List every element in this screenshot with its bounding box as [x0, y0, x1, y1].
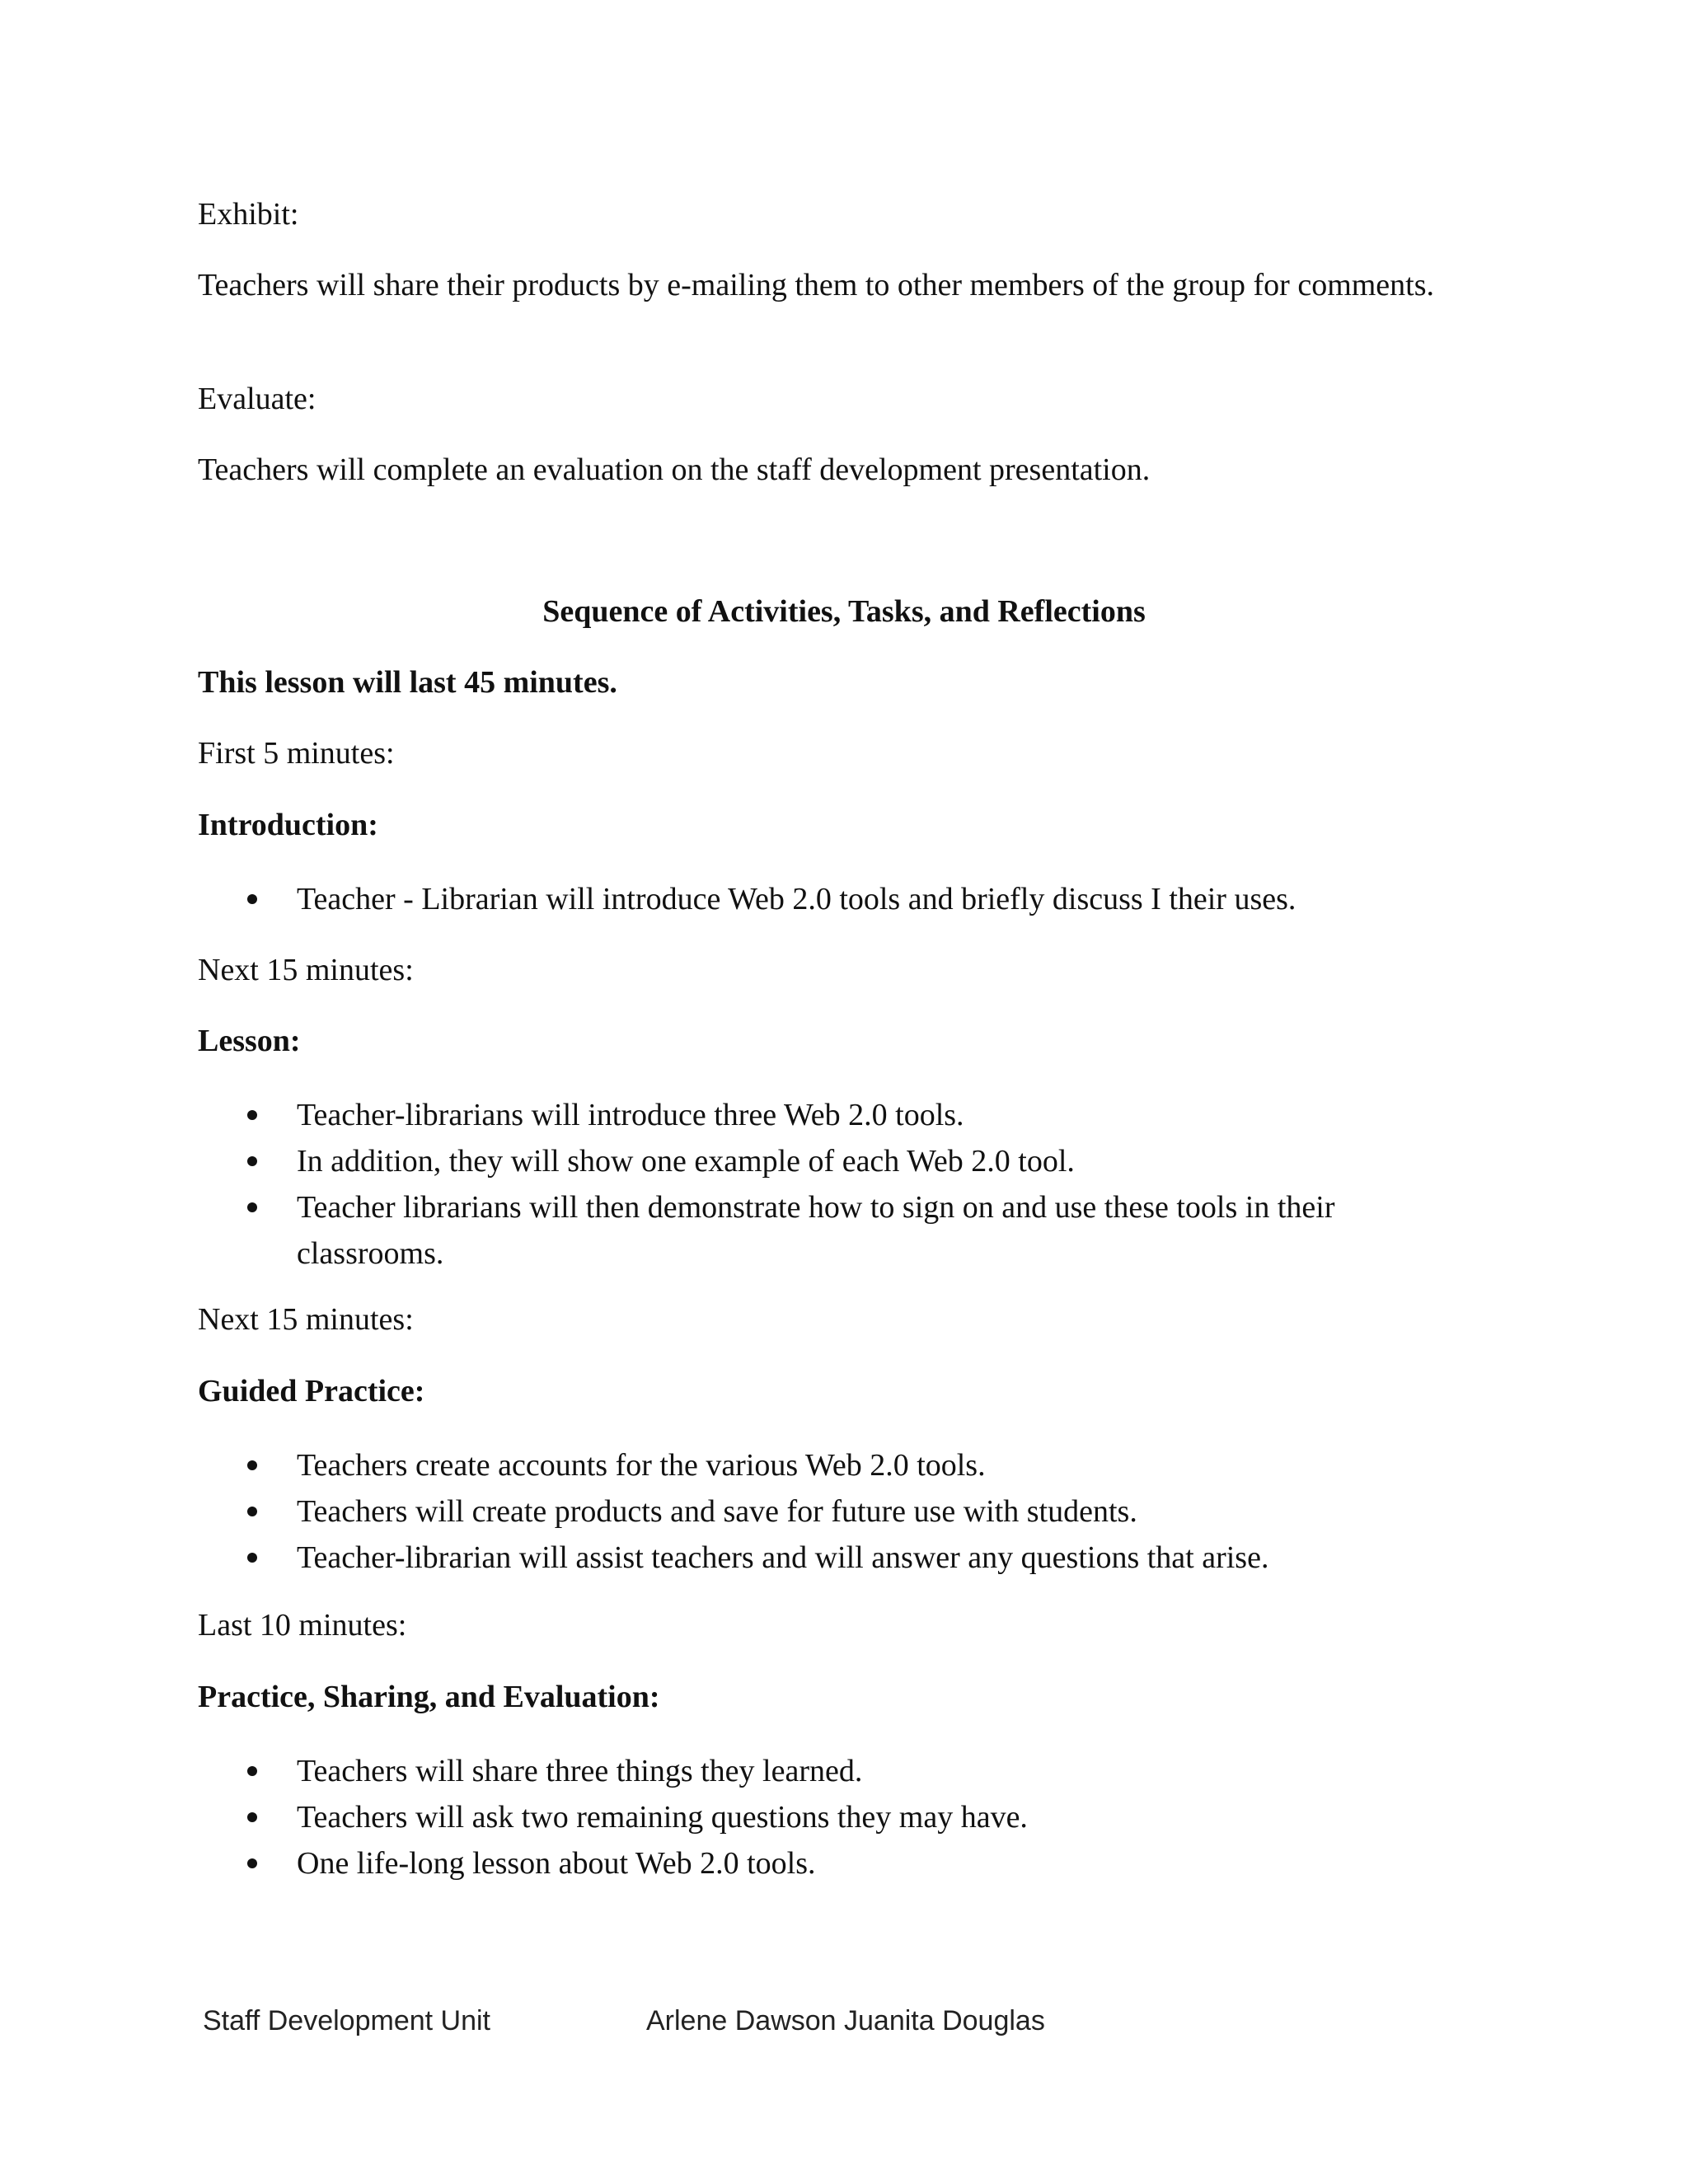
bullet-icon	[247, 1202, 257, 1212]
list-item	[198, 1092, 1451, 1138]
section-heading: Lesson:	[198, 1024, 301, 1058]
footer-unit-title: Staff Development Unit	[203, 2005, 490, 2036]
section-time: Next 15 minutes:	[198, 953, 414, 987]
exhibit-heading: Exhibit:	[198, 197, 299, 232]
bullet-list	[198, 876, 1451, 922]
bullet-icon	[247, 1156, 257, 1166]
list-item-text: Teacher-librarians will introduce three Web 2.0 tools.	[297, 1098, 964, 1132]
list-item-text: Teachers will create products and save for future use with students.	[297, 1494, 1137, 1529]
section-heading: Introduction:	[198, 808, 378, 842]
section-time: Last 10 minutes:	[198, 1608, 407, 1643]
list-item	[198, 1840, 1451, 1886]
list-item-text: One life-long lesson about Web 2.0 tools.	[297, 1846, 816, 1881]
section-heading: Guided Practice:	[198, 1374, 425, 1408]
lesson-duration: This lesson will last 45 minutes.	[198, 665, 617, 700]
exhibit-text: Teachers will share their products by e-mailing them to other members of the group for comments.	[198, 268, 1435, 302]
list-item-text: Teacher - Librarian will introduce Web 2.0 tools and briefly discuss I their uses.	[297, 882, 1296, 916]
list-item-text: Teacher librarians will then demonstrate how to sign on and use these tools in their classrooms.	[297, 1190, 1335, 1271]
section-time: Next 15 minutes:	[198, 1302, 414, 1337]
bullet-icon	[247, 1766, 257, 1776]
list-item	[198, 1488, 1451, 1535]
list-item	[198, 1748, 1451, 1794]
bullet-list	[198, 1442, 1451, 1581]
bullet-list	[198, 1748, 1451, 1886]
section-heading: Practice, Sharing, and Evaluation:	[198, 1680, 660, 1714]
bullet-icon	[247, 1507, 257, 1516]
sequence-title: Sequence of Activities, Tasks, and Reflections	[542, 594, 1146, 629]
list-item	[198, 1184, 1451, 1277]
bullet-list	[198, 1092, 1451, 1277]
list-item	[198, 1138, 1451, 1184]
bullet-icon	[247, 1812, 257, 1822]
list-item-text: In addition, they will show one example of each Web 2.0 tool.	[297, 1144, 1075, 1179]
list-item	[198, 1794, 1451, 1840]
evaluate-text: Teachers will complete an evaluation on the staff development presentation.	[198, 452, 1151, 487]
bullet-icon	[247, 1858, 257, 1868]
list-item	[198, 876, 1451, 922]
bullet-icon	[247, 1553, 257, 1563]
section-time: First 5 minutes:	[198, 736, 395, 771]
bullet-icon	[247, 894, 257, 904]
list-item-text: Teachers will share three things they learned.	[297, 1754, 863, 1788]
list-item-text: Teachers will ask two remaining questions they may have.	[297, 1800, 1028, 1835]
list-item-text: Teacher-librarian will assist teachers and will answer any questions that arise.	[297, 1540, 1269, 1575]
list-item	[198, 1442, 1451, 1488]
list-item-text: Teachers create accounts for the various Web 2.0 tools.	[297, 1448, 986, 1483]
bullet-icon	[247, 1460, 257, 1470]
bullet-icon	[247, 1110, 257, 1120]
evaluate-heading: Evaluate:	[198, 382, 316, 416]
list-item	[198, 1535, 1451, 1581]
footer-authors: Arlene Dawson Juanita Douglas	[646, 2005, 1045, 2036]
